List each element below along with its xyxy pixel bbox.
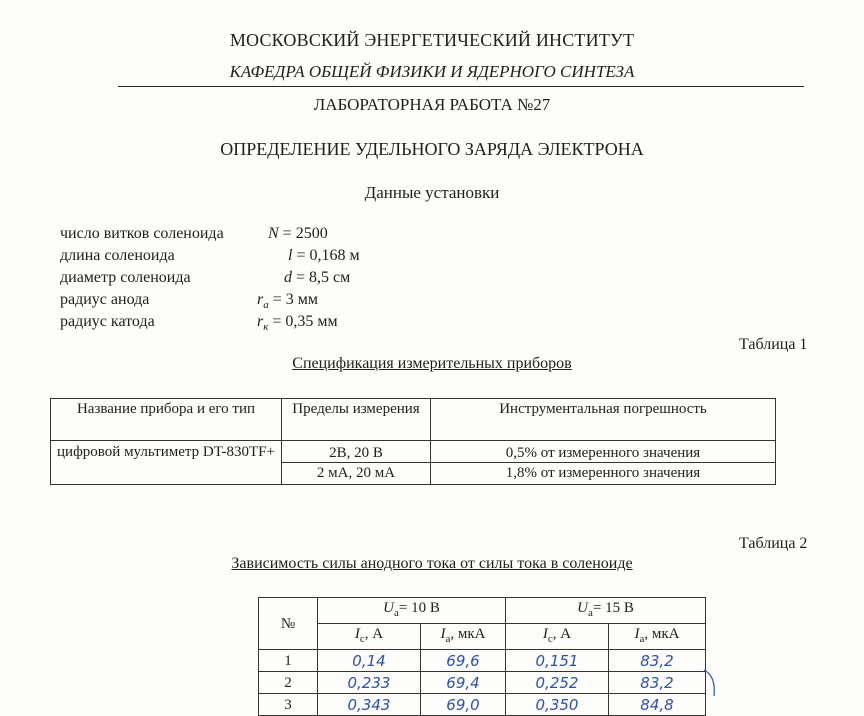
param-label-anode: радиус анода — [60, 291, 150, 308]
ic-value: 0,252 — [506, 672, 609, 694]
row-number: 3 — [259, 694, 318, 716]
table2 — [258, 597, 706, 716]
table1 — [50, 398, 776, 485]
table2-title: Зависимость силы анодного тока от силы тока в соленоиде — [231, 555, 633, 572]
table2-header-ic — [318, 624, 421, 650]
param-symbol: r — [257, 291, 264, 308]
param-value-diameter — [284, 269, 350, 287]
ic-value: 0,343 — [318, 694, 421, 716]
table1-range-cell: 2 мА, 20 мА — [282, 463, 431, 485]
param-value: = 0,168 м — [292, 247, 360, 264]
ia-subscript: а — [639, 633, 645, 645]
ia-value: 83,2 — [609, 672, 706, 694]
ic-value: 0,233 — [318, 672, 421, 694]
param-value: = 3 мм — [268, 291, 319, 308]
ua-symbol: U — [577, 600, 588, 616]
ua-subscript: а — [393, 607, 399, 619]
param-symbol: N — [268, 225, 279, 242]
table1-header-error: Инструментальная погрешность — [431, 399, 776, 441]
handwritten-bracket-mark — [700, 668, 724, 696]
ia-value: 84,8 — [609, 694, 706, 716]
table1-label: Таблица 1 — [739, 336, 808, 353]
ic-unit: , А — [552, 626, 572, 642]
table1-error-cell: 1,8% от измеренного значения — [431, 463, 776, 485]
table-row — [259, 672, 706, 694]
ic-subscript: с — [359, 633, 365, 645]
param-symbol: l — [288, 247, 293, 264]
ic-subscript: с — [547, 633, 553, 645]
table2-header-ia — [421, 624, 506, 650]
param-value: = 2500 — [278, 225, 328, 242]
param-value: = 8,5 см — [292, 269, 351, 286]
header-divider — [118, 86, 804, 87]
param-label-turns: число витков соленоида — [60, 225, 224, 242]
ua-subscript: а — [587, 607, 593, 619]
table2-label: Таблица 2 — [739, 535, 808, 552]
table1-range-cell: 2В, 20 В — [282, 441, 431, 463]
ic-value: 0,151 — [506, 650, 609, 672]
institute-name: МОСКОВСКИЙ ЭНЕРГЕТИЧЕСКИЙ ИНСТИТУТ — [229, 30, 635, 50]
table2-header-group-15v — [506, 598, 706, 624]
table1-header-device: Название прибора и его тип — [51, 399, 282, 441]
lab-work-title: ЛАБОРАТОРНАЯ РАБОТА №27 — [313, 95, 551, 114]
ic-unit: , А — [364, 626, 384, 642]
ia-symbol: I — [440, 626, 446, 642]
ic-symbol: I — [542, 626, 548, 642]
group-value: = 10 В — [398, 600, 440, 616]
group-value: = 15 В — [592, 600, 634, 616]
topic-title: ОПРЕДЕЛЕНИЕ УДЕЛЬНОГО ЗАРЯДА ЭЛЕКТРОНА — [220, 139, 644, 159]
table1-header-range: Пределы измерения — [282, 399, 431, 441]
table2-header-ia — [609, 624, 706, 650]
table-row — [259, 694, 706, 716]
param-value: = 0,35 мм — [268, 313, 338, 330]
ic-value: 0,14 — [318, 650, 421, 672]
department-name: КАФЕДРА ОБЩЕЙ ФИЗИКИ И ЯДЕРНОГО СИНТЕЗА — [229, 62, 635, 81]
ia-unit: , мкА — [644, 626, 680, 642]
ia-subscript: а — [445, 633, 451, 645]
row-number: 1 — [259, 650, 318, 672]
param-subscript: a — [263, 299, 269, 312]
param-label-cathode: радиус катода — [60, 313, 155, 330]
row-number: 2 — [259, 672, 318, 694]
table2-header-ic — [506, 624, 609, 650]
setup-title: Данные установки — [364, 183, 500, 202]
param-value-turns — [268, 225, 328, 243]
ia-symbol: I — [634, 626, 640, 642]
ia-value: 69,0 — [421, 694, 506, 716]
ia-value: 69,4 — [421, 672, 506, 694]
param-value-cathode — [257, 313, 338, 333]
table2-header-group-10v — [318, 598, 506, 624]
ia-value: 69,6 — [421, 650, 506, 672]
ic-value: 0,350 — [506, 694, 609, 716]
ua-symbol: U — [383, 600, 394, 616]
table1-device-cell: цифровой мультиметр DT-830TF+ — [51, 441, 282, 485]
param-symbol: r — [257, 313, 264, 330]
ia-value: 83,2 — [609, 650, 706, 672]
ic-symbol: I — [354, 626, 360, 642]
table2-header-number: № — [259, 598, 318, 650]
ia-unit: , мкА — [450, 626, 486, 642]
param-subscript: к — [263, 321, 269, 334]
param-value-length — [288, 247, 360, 265]
table-row — [259, 650, 706, 672]
param-value-anode — [257, 291, 318, 311]
table1-title: Спецификация измерительных приборов — [292, 355, 572, 372]
table1-error-cell: 0,5% от измеренного значения — [431, 441, 776, 463]
param-label-length: длина соленоида — [60, 247, 175, 264]
param-label-diameter: диаметр соленоида — [60, 269, 191, 286]
param-symbol: d — [284, 269, 292, 286]
